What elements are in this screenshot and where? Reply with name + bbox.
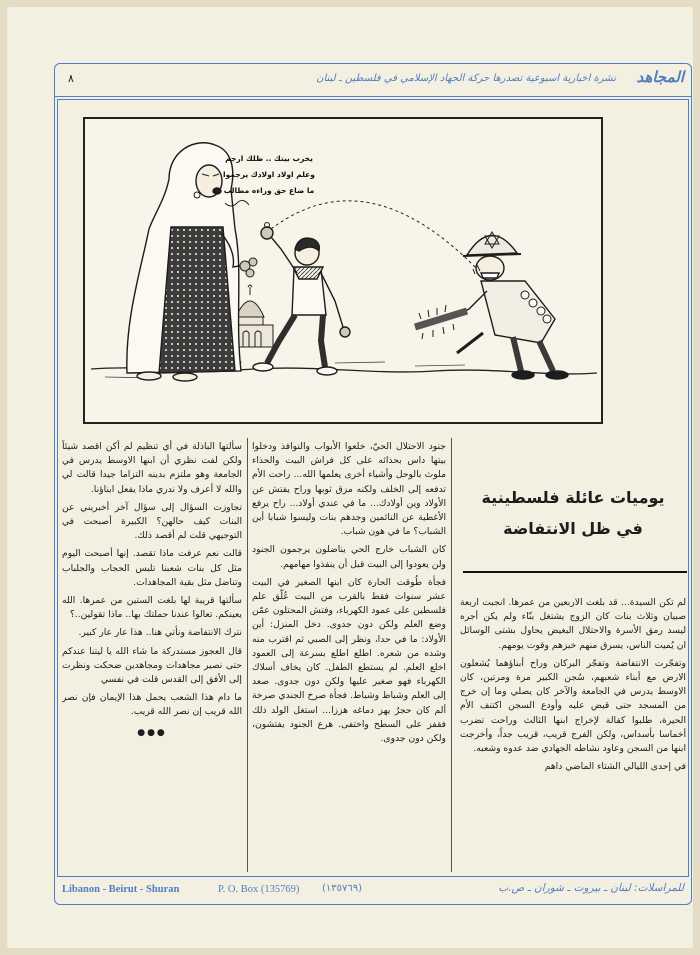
paragraph: لم تكن السيدة... قد بلغت الاربعين من عمرها. انجبت اربعة صبيان وثلاث بنات كان الزوج يشتغل بنّاء ولم يكن أجره ليسد رمق الأسرة والاحتلال البغيض يحاول بشتى الوسائل ان يُميت الناس، يسرق منهم خبزهم وقوت يومهم. xyxy=(460,597,686,651)
woman-shoe-right xyxy=(173,373,197,381)
paragraph: ما دام هذا الشعب يحمل هذا الإيمان فإن نصر الله قريب إن نصر الله قريب. xyxy=(62,692,242,718)
soldier-helmet xyxy=(467,235,517,255)
paragraph: نترك الانتفاضة ونأتي هنا.. هذا عار عار كبير. xyxy=(78,627,242,639)
boy-kefiyyeh xyxy=(293,267,323,279)
boy-second-stone xyxy=(340,327,350,337)
header-subtitle: نشرة اخبارية اسبوعية تصدرها حركة الجهاد الإسلامي في فلسطين ـ لبنان xyxy=(316,73,616,84)
article-title-line-2: في ظل الانتفاضة xyxy=(503,519,643,538)
paragraph: قال العجوز مستدركة ما شاء الله يا ليتنا عندكم حتى نصير مجاهدات ومجاهدين ضحكت ونظرت إلى الأفق إلى القدس قلت في نفسي xyxy=(62,645,242,686)
speech-line-2: وعلم اولاد اولادك يرجموا xyxy=(223,170,315,179)
cartoon-frame xyxy=(83,117,603,424)
soldier-figure xyxy=(415,232,568,379)
woman-stones xyxy=(240,258,257,277)
speech-line-1: يخرب بيتك .. ظلك ارجم xyxy=(225,154,313,163)
paragraph: في إحدى الليالي الشتاء الماضي داهم xyxy=(544,761,686,773)
title-divider xyxy=(463,571,687,573)
footer-address-english: Libanon - Beirut - Shuran xyxy=(62,884,180,895)
paragraph: وتفجّرت الانتفاضة وتفجّر البركان وراح أبناؤهما يُشعلون الارض مع أبناء شعبهم، سُجن الكبير مرة ومرتين، كان الاوسط يدرس في الجامعة والآخر كان يصلي وما إن خرج من المسجد حتى قبض عليه وأودع السجن اكتنف الأم الحيرة، طلبوا كفالة لإخراج ابنها الثالث وراحت تضرب أخماسا بأسداس، ولكن الفرج قريب، قريب جداً، وأخرجت ابنها من السجن وعاود نشاطه الجهادي ضد عدوه وشعبه. xyxy=(460,657,686,755)
soldier-boot-left xyxy=(512,371,534,379)
page-number: ٨ xyxy=(68,72,74,85)
page-footer xyxy=(54,877,692,905)
paragraph: تجاوزت السؤال إلى سؤال آخر أخبريني عن البنات كيف حالهن؟ الكبيرة أصبحت في التوجيهي قلت لم أقصد ذلك. xyxy=(62,501,242,542)
embroidered-dress xyxy=(159,227,235,373)
boy-shoe-left xyxy=(253,363,273,371)
column-divider-right xyxy=(451,438,452,872)
article-column-right xyxy=(460,596,686,874)
article-title xyxy=(458,482,688,544)
dome-spire xyxy=(248,285,252,295)
column-divider-left xyxy=(247,438,248,872)
article-column-left xyxy=(62,440,242,874)
shrine-dome xyxy=(236,301,264,317)
paragraph: كان الشباب خارج الحي يناضلون يرجمون الجنود ولن يعودوا إلى البيت قبل أن ينفذوا مهامهم. xyxy=(252,544,446,570)
boy-figure xyxy=(253,223,350,376)
paragraph: جنود الاحتلال الحيّ، خلعوا الأبواب والنوافذ ودخلوا بيتها داس بحذائه على كل فراش البيت والحذاء ملوث بالوحل وأشياء أخرى يعلمها الله... راحت الأم تدفعه إلى الخلف ولكنه مزق ثوبها وراح يفتش عن الأولاد وين أولادك... ما في عندي أولاد... راح يرفع الأغطية عن النائمين وجدهم بنات وليسوا شبابا أين الشباب؟ ما في هون شباب. xyxy=(252,441,446,538)
magazine-title: المجاهد xyxy=(636,68,684,86)
woman-mouth xyxy=(213,188,221,194)
footer-address-arabic: للمراسلات: لبنان ـ بيروت ـ شوران ـ ص.ب xyxy=(498,882,684,894)
paragraph: قالت نعم عرفت ماذا تقصد. إنها أصبحت اليوم مثل كل بنات شعبنا تلبس الحجاب والجلباب وتناضل مثل بقية المجاهدات. xyxy=(62,548,242,588)
soldier-rifle xyxy=(457,333,483,353)
spiked-club xyxy=(415,311,467,327)
soldier-teeth xyxy=(481,273,499,278)
article-end-mark: ●●● xyxy=(137,727,167,738)
page-header xyxy=(54,63,692,97)
cartoon-speech xyxy=(223,154,315,195)
boy-legs xyxy=(267,315,325,367)
paragraph: سألتها قريبة لها بلغت الستين من عمرها. الله يعينكم. تعالوا عندنا حملتك بها.. ماذا تقولين..؟ xyxy=(62,595,242,621)
speech-line-3: ما ضاع حق وراءه مطالب xyxy=(223,186,315,195)
soldier-boot-right xyxy=(546,371,568,379)
article-column-middle xyxy=(252,440,446,874)
paragraph: فجأة طُوقت الحارة كان ابنها الصغير في البيت عشر سنوات فقط بالقرب من البيت عُلّق علم فلسطين على عمود الكهرباء، وفتش المحتلون عمّن وضع العلم ولكن دون جدوى. دخل المنزل: أين الأولاد: ما في حدا، ونظر إلى الصبي ثم اقترب منه وشده من شعره. اطلع اطلع بسرعة إلى العمود اخلع العلم. لم يستطع الطفل. كان يخاف أسلاك الكهرباء فهو صغير عليها ولكن دون جدوى. صعد إلى العلم وشباط وشباط. فجأة صرخ الجندي صرخة ألم كان حجرٌ يهز دماغه هززا... استغل الولد ذلك فقفز على السطح واختفى. هرع الجنود يفتشون، ولكن دون جدوى. xyxy=(252,576,446,745)
footer-pobox-english: P. O. Box (135769) xyxy=(218,884,300,895)
footer-pobox-arabic: (١٣٥٧٦٩) xyxy=(322,883,363,894)
boy-raised-arm xyxy=(271,237,297,273)
article-title-line-1: يوميات عائلة فلسطينية xyxy=(481,488,665,507)
paragraph: سألتها الباذلة في أي تنظيم لم أكن اقصد شيئاً ولكن لفت نظري أن ابنها الاوسط يدرس في الجامعة وهو ملتزم بدينه التزاما جيدا قالت لي والله لا أعرف ولا ندري ماذا يفعل ابناؤنا. xyxy=(62,441,242,495)
cartoon-illustration xyxy=(85,119,601,422)
boy-shoe-right xyxy=(317,367,337,375)
woman-shoe-left xyxy=(137,372,161,380)
